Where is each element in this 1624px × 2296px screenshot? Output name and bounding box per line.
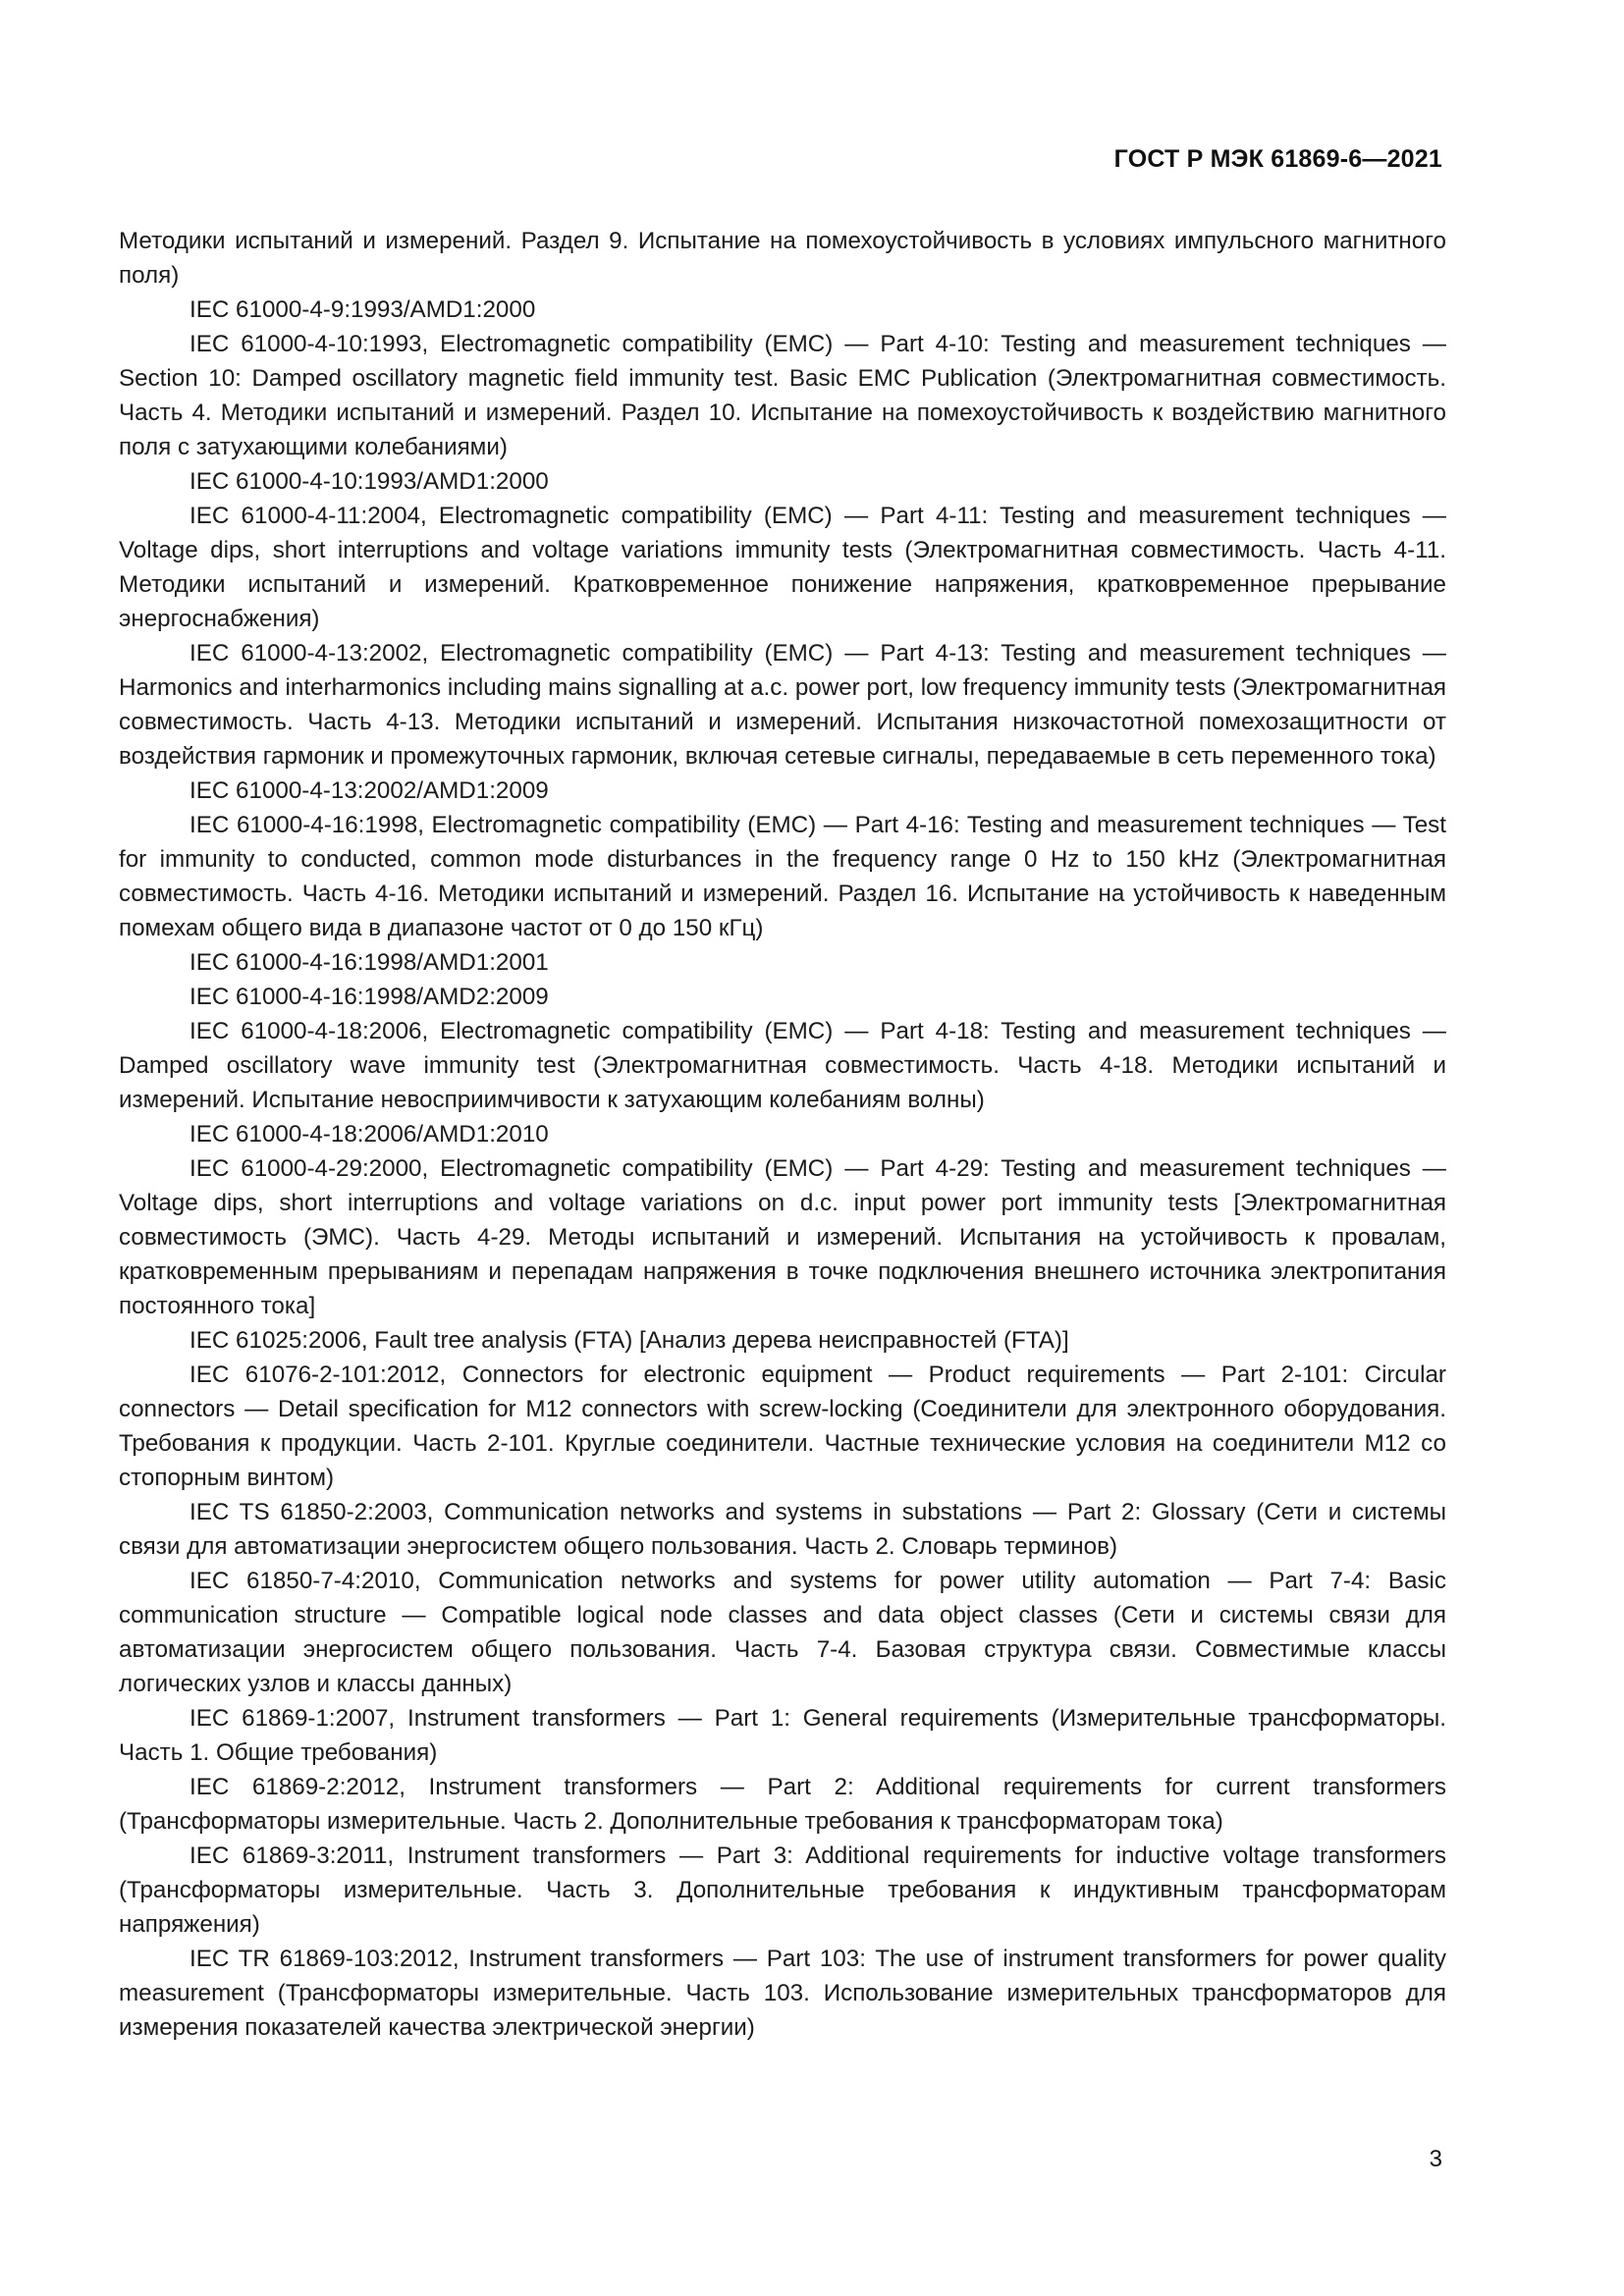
reference-item: IEC 61000-4-9:1993/AMD1:2000 — [189, 296, 536, 323]
reference-item: IEC 61025:2006, Fault tree analysis (FTA) [Анализ дерева неисправностей (FTA)] — [189, 1327, 1069, 1354]
reference-item: IEC 61869-1:2007, Instrument transformers — Part 1: General requirements (Измерительные трансформаторы. Часть 1. Общие требования) — [119, 1705, 1446, 1766]
reference-item: IEC 61869-3:2011, Instrument transformers — Part 3: Additional requirements for inductive voltage transformers (Трансформаторы измерительные. Часть 3. Дополнительные требования к индуктивным трансформаторам напряжения) — [119, 1842, 1446, 1938]
reference-item: IEC 61076-2-101:2012, Connectors for electronic equipment — Product requirements — Part 2-101: Circular connectors — Detail specification for M12 connectors with screw-locking (Соединители для электронного оборудования. Требования к продукции. Часть 2-101. Круглые соединители. Частные технические условия на соединители М12 со стопорным винтом) — [119, 1362, 1446, 1491]
reference-item: IEC 61000-4-13:2002/AMD1:2009 — [189, 777, 549, 804]
continuation-paragraph: Методики испытаний и измерений. Раздел 9. Испытание на помехоустойчивость в условиях импульсного магнитного поля) — [119, 228, 1446, 289]
reference-item: IEC TS 61850-2:2003, Communication networks and systems in substations — Part 2: Glossary (Сети и системы связи для автоматизации энергосистем общего пользования. Часть 2. Словарь терминов) — [119, 1499, 1446, 1560]
reference-item: IEC 61000-4-10:1993/AMD1:2000 — [189, 468, 549, 495]
reference-item: IEC 61000-4-16:1998/AMD2:2009 — [189, 984, 549, 1010]
page-number: 3 — [1429, 2146, 1442, 2172]
references-body — [119, 224, 1446, 2045]
reference-item: IEC 61000-4-18:2006/AMD1:2010 — [189, 1121, 549, 1148]
reference-item: IEC 61000-4-10:1993, Electromagnetic compatibility (EMC) — Part 4-10: Testing and measurement techniques — Section 10: Damped oscillatory magnetic field immunity test. Basic EMC Publication (Электромагнитная совместимость. Часть 4. Методики испытаний и измерений. Раздел 10. Испытание на помехоустойчивость к воздействию магнитного поля с затухающими колебаниями) — [119, 331, 1446, 460]
reference-item: IEC TR 61869-103:2012, Instrument transformers — Part 103: The use of instrument transformers for power quality measurement (Трансформаторы измерительные. Часть 103. Использование измерительных трансформаторов для измерения показателей качества электрической энергии) — [119, 1946, 1446, 2041]
reference-item: IEC 61000-4-13:2002, Electromagnetic compatibility (EMC) — Part 4-13: Testing and measurement techniques — Harmonics and interharmonics including mains signalling at a.c. power port, low frequency immunity tests (Электромагнитная совместимость. Часть 4-13. Методики испытаний и измерений. Испытания низкочастотной помехозащитности от воздействия гармоник и промежуточных гармоник, включая сетевые сигналы, передаваемые в сеть переменного тока) — [119, 640, 1446, 770]
reference-item: IEC 61000-4-16:1998, Electromagnetic compatibility (EMC) — Part 4-16: Testing and measurement techniques — Test for immunity to conducted, common mode disturbances in the frequency range 0 Hz to 150 kHz (Электромагнитная совместимость. Часть 4-16. Методики испытаний и измерений. Раздел 16. Испытание на устойчивость к наведенным помехам общего вида в диапазоне частот от 0 до 150 кГц) — [119, 812, 1446, 941]
reference-item: IEC 61869-2:2012, Instrument transformers — Part 2: Additional requirements for current transformers (Трансформаторы измерительные. Часть 2. Дополнительные требования к трансформаторам тока) — [119, 1774, 1446, 1835]
reference-item: IEC 61000-4-18:2006, Electromagnetic compatibility (EMC) — Part 4-18: Testing and measurement techniques — Damped oscillatory wave immunity test (Электромагнитная совместимость. Часть 4-18. Методики испытаний и измерений. Испытание невосприимчивости к затухающим колебаниям волны) — [119, 1018, 1446, 1113]
reference-item: IEC 61000-4-11:2004, Electromagnetic compatibility (EMC) — Part 4-11: Testing and measurement techniques — Voltage dips, short interruptions and voltage variations immunity tests (Электромагнитная совместимость. Часть 4-11. Методики испытаний и измерений. Кратковременное понижение напряжения, кратковременное прерывание энергоснабжения) — [119, 503, 1446, 632]
standard-id-header: ГОСТ Р МЭК 61869-6—2021 — [1113, 145, 1442, 173]
reference-item: IEC 61000-4-16:1998/AMD1:2001 — [189, 949, 549, 976]
reference-item: IEC 61850-7-4:2010, Communication networks and systems for power utility automation — Part 7-4: Basic communication structure — Compatible logical node classes and data object classes (Сети и системы связи для автоматизации энергосистем общего пользования. Часть 7-4. Базовая структура связи. Совместимые классы логических узлов и классы данных) — [119, 1568, 1446, 1697]
reference-item: IEC 61000-4-29:2000, Electromagnetic compatibility (EMC) — Part 4-29: Testing and measurement techniques — Voltage dips, short interruptions and voltage variations on d.c. input power port immunity tests [Электромагнитная совместимость (ЭМС). Часть 4-29. Методы испытаний и измерений. Испытания на устойчивость к провалам, кратковременным прерываниям и перепадам напряжения в точке подключения внешнего источника электропитания постоянного тока] — [119, 1155, 1446, 1319]
